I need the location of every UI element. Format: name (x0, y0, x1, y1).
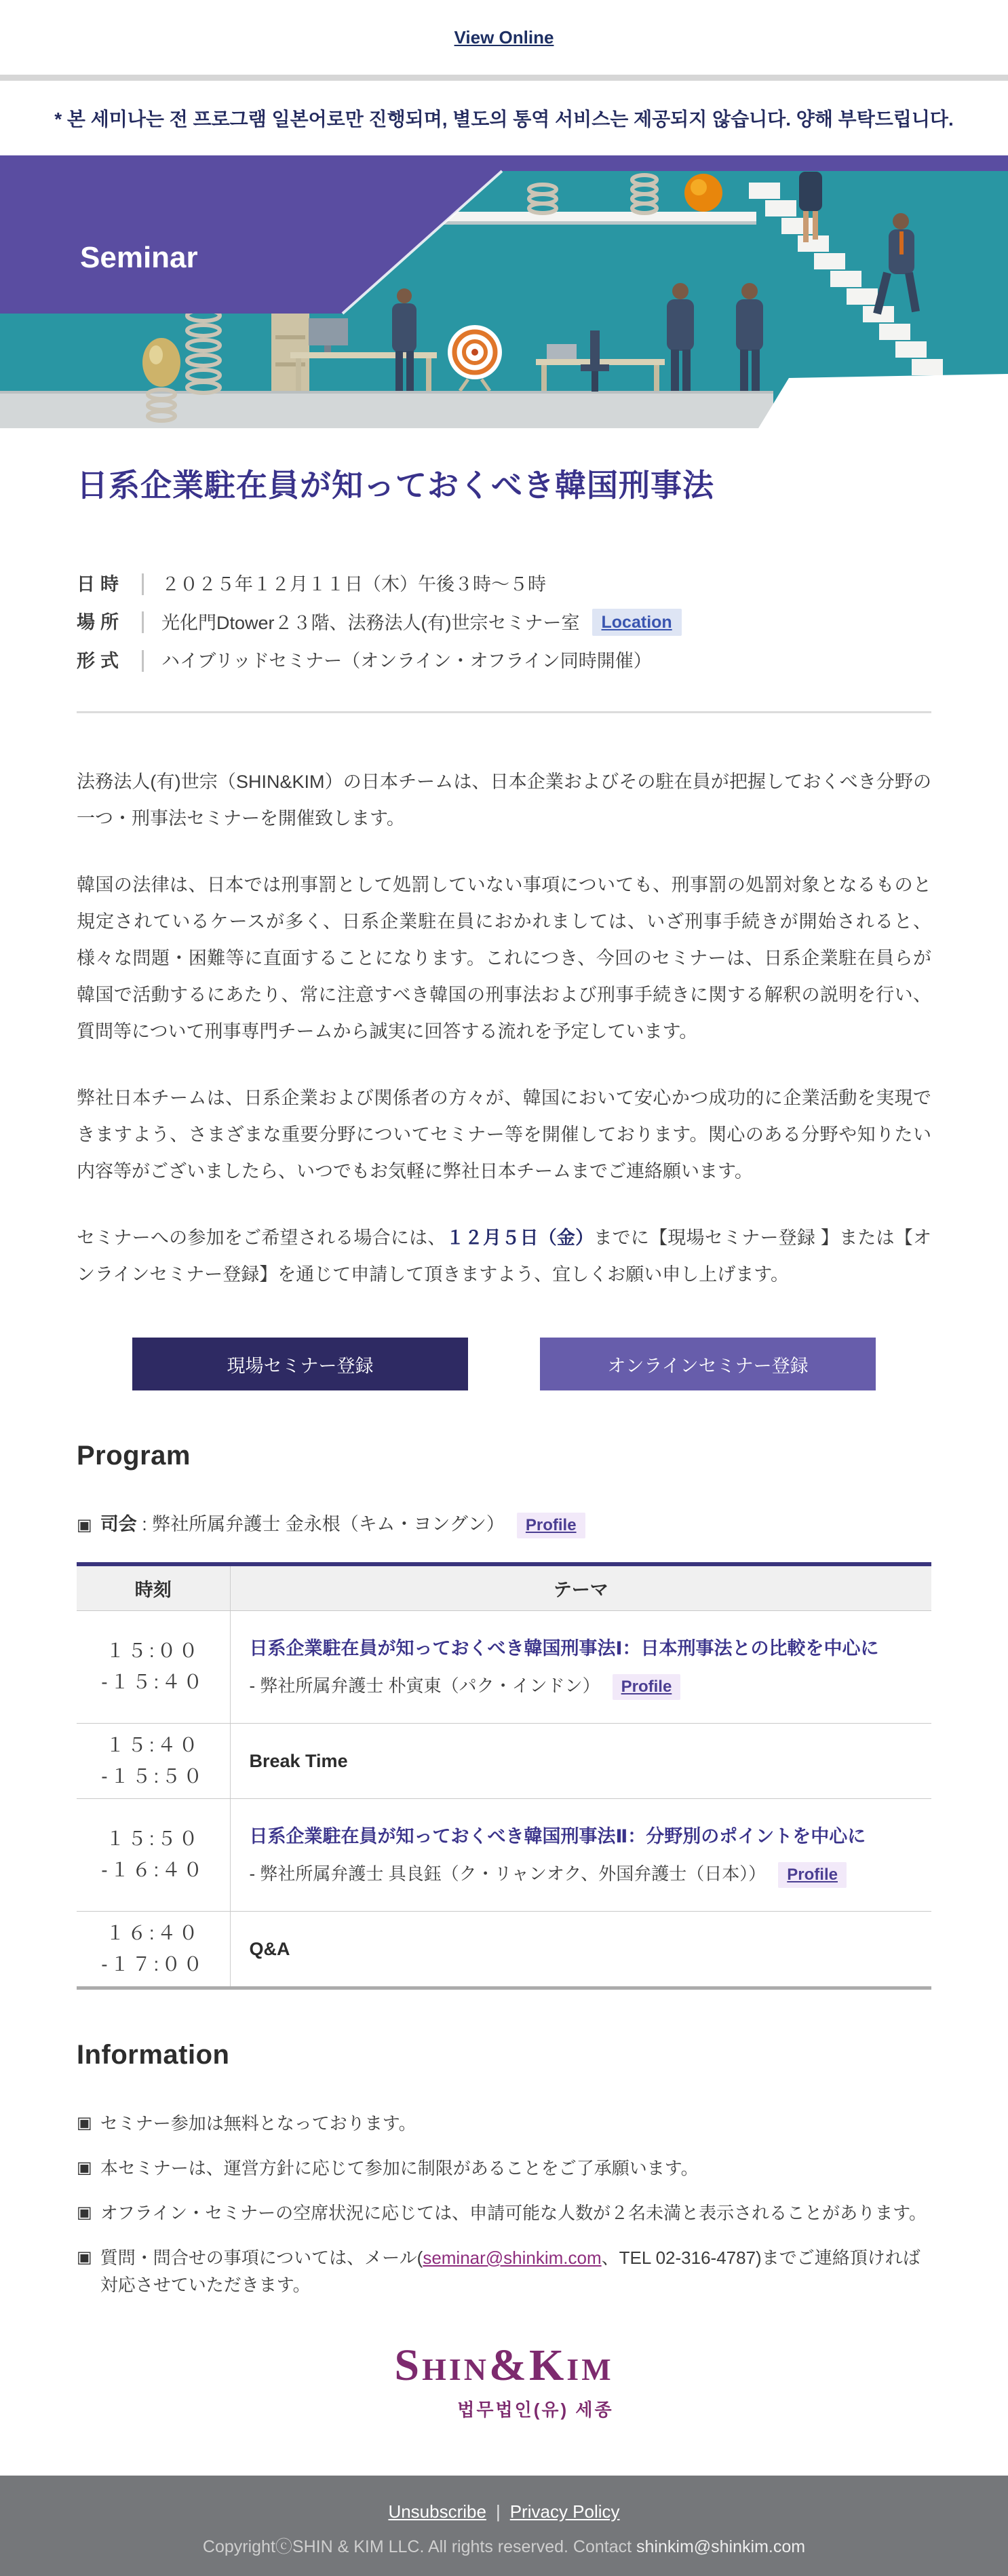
shinkim-logo: Shin&Kim (394, 2340, 614, 2390)
paragraph-4 (77, 1219, 931, 1293)
theme-cell (230, 1723, 931, 1798)
session-title: Break Time (249, 1750, 348, 1771)
floor (0, 391, 773, 428)
online-register-button[interactable]: オンラインセミナー登録 (540, 1338, 876, 1390)
theme-cell (230, 1610, 931, 1723)
contact-post: 、TEL 02-316-4787)までご連絡頂ければ対応させていただきます。 (100, 2247, 920, 2295)
footer-separator: | (495, 2501, 501, 2522)
table-header-row (77, 1564, 931, 1610)
list-item (77, 2244, 931, 2298)
gold-egg-spring (142, 338, 180, 421)
copyright-text (0, 2533, 1008, 2558)
paragraph-3: 弊社日本チームは、日系企業および関係者の方々が、韓国において安心かつ成功的に企業活動を実現できますよう、さまざまな重要分野についてセミナー等を開催しております。関心のある分野や知りたい内容等がございましたら、いつでもお気軽に弊社日本チームまでご連絡願います。 (77, 1088, 931, 1181)
program-table (77, 1562, 931, 1990)
list-item (77, 2110, 931, 2137)
top-divider (0, 75, 1008, 81)
deadline-date: １２月５日（金） (446, 1228, 594, 1248)
square-bullet-icon: ▣ (77, 1516, 92, 1534)
detail-value: ２０２５年１２月１１日（木）午後３時～５時 (161, 574, 546, 594)
banner-illustration (0, 155, 1008, 428)
privacy-policy-link[interactable]: Privacy Policy (509, 2501, 620, 2522)
paragraph-2: 韓国の法律は、日本では刑事罰として処罰していない事項についても、刑事罰の処罰対象となるものと規定されているケースが多く、日系企業駐在員におかれましては、いざ刑事手続きが開始されると、様々な問題・困難等に直面することになります。これにつき、今回のセミナーは、日系企業駐在員らが韓国で活動するにあたり、常に注意すべき韓国の刑事法および刑事手続きに関する解釈の説明を行い、質問等について刑事専門チームから誠実に回答する流れを予定しています。 (77, 875, 931, 1042)
seminar-details (77, 571, 931, 675)
square-bullet-icon: ▣ (77, 2248, 92, 2267)
intro-paragraphs (77, 763, 931, 1293)
session-title: 日系企業駐在員が知っておくべき韓国刑事法Ⅰ：日本刑事法との比較を中心に (249, 1637, 879, 1659)
preheader (0, 0, 1008, 75)
column-header-time: 時刻 (77, 1564, 230, 1610)
onsite-register-button[interactable]: 現場セミナー登録 (132, 1338, 468, 1390)
notice-section (0, 81, 1008, 155)
speaker-line (250, 1672, 925, 1700)
table-row (77, 1798, 931, 1911)
footer (0, 2476, 1008, 2576)
list-item (77, 2155, 931, 2182)
footer-links (0, 2501, 1008, 2522)
shinkim-logo-subtitle: 법무법인(유) 세종 (457, 2399, 614, 2420)
square-bullet-icon: ▣ (77, 2158, 92, 2177)
session-title: Q&A (249, 1938, 290, 1959)
info-text (100, 2244, 931, 2298)
time-cell: １６:４０ -１７:００ (77, 1911, 230, 1988)
theme-cell (230, 1798, 931, 1911)
detail-label: 形式 (77, 651, 124, 671)
moderator-line (77, 1509, 931, 1540)
info-text: オフライン・セミナーの空席状況に応じては、申請可能な人数が２名未満と表示されることがあります。 (100, 2202, 927, 2223)
section-divider (77, 711, 931, 713)
detail-row-location (77, 609, 931, 637)
time-cell: １５:００ -１５:４０ (77, 1610, 230, 1723)
detail-value: ハイブリッドセミナー（オンライン・オフライン同時開催） (161, 651, 652, 671)
page-title: 日系企業駐在員が知っておくべき韓国刑事法 (77, 468, 714, 503)
detail-value (161, 609, 682, 637)
unsubscribe-link[interactable]: Unsubscribe (388, 2501, 486, 2522)
contact-email-link[interactable]: shinkim@shinkim.com (636, 2537, 806, 2556)
list-item (77, 2199, 931, 2227)
paragraph-1: 法務法人(有)世宗（SHIN&KIM）の日本チームは、日本企業およびその駐在員が把握しておくべき分野の一つ・刑事法セミナーを開催致します。 (77, 772, 931, 829)
speaker-line (250, 1860, 925, 1888)
speaker-profile-badge[interactable]: Profile (613, 1674, 681, 1700)
seminar-email-link[interactable]: seminar@shinkim.com (423, 2247, 602, 2268)
time-cell: １５:４０ -１５:５０ (77, 1723, 230, 1798)
session-title: 日系企業駐在員が知っておくべき韓国刑事法Ⅱ：分野別のポイントを中心に (249, 1825, 866, 1846)
detail-row-format (77, 647, 931, 675)
detail-label: 日時 (77, 574, 124, 594)
detail-row-datetime (77, 571, 931, 598)
column-header-theme: テーマ (230, 1564, 931, 1610)
copyright-label: CopyrightⓒSHIN & KIM LLC. All rights reserved. Contact (202, 2537, 637, 2556)
banner-label: Seminar (80, 241, 198, 274)
theme-cell (230, 1911, 931, 1988)
location-badge[interactable]: Location (592, 609, 682, 636)
location-text: 光化門Dtower２３階、法務法人(有)世宗セミナー室 (161, 613, 580, 633)
white-wedge (758, 374, 1008, 428)
seminar-banner (0, 155, 1008, 428)
registration-buttons (77, 1338, 931, 1390)
info-text: 本セミナーは、運営方針に応じて参加に制限があることをご了承願います。 (100, 2157, 699, 2178)
square-bullet-icon: ▣ (77, 2113, 92, 2132)
speaker-profile-badge[interactable]: Profile (778, 1862, 847, 1888)
detail-label: 場所 (77, 612, 124, 632)
speaker-name: - 弊社所属弁護士 具良鈺（ク・リャンオク、外国弁護士（日本）） (249, 1863, 767, 1884)
program-heading: Program (77, 1441, 191, 1471)
table-row (77, 1911, 931, 1988)
label-separator (142, 573, 144, 595)
square-bullet-icon: ▣ (77, 2203, 92, 2222)
moderator-profile-badge[interactable]: Profile (517, 1513, 585, 1538)
content-area (0, 465, 1008, 2476)
info-text: セミナー参加は無料となっております。 (100, 2113, 416, 2134)
label-separator (142, 650, 144, 672)
p4-post: までに【現場セミナー登録 】または【オンラインセミナー登録】を通じて申請して頂きますよう、宜しくお願い申し上げます。 (77, 1228, 931, 1285)
p4-pre: セミナーへの参加をご希望される場合には、 (77, 1228, 446, 1248)
table-row (77, 1610, 931, 1723)
time-cell: １５:５０ -１６:４０ (77, 1798, 230, 1911)
moderator-name: : 弊社所属弁護士 金永根（キム・ヨングン） (136, 1514, 505, 1534)
speaker-name: - 弊社所属弁護士 朴寅東（パク・インドン） (249, 1675, 600, 1696)
view-online-link[interactable]: View Online (454, 26, 554, 48)
information-heading: Information (77, 2039, 230, 2070)
firm-logo-block (77, 2340, 931, 2476)
table-row (77, 1723, 931, 1798)
contact-pre: 質問・問合せの事項については、メール( (100, 2247, 423, 2268)
moderator-label: 司会 (100, 1514, 137, 1534)
language-notice: * 본 세미나는 전 프로그램 일본어로만 진행되며, 별도의 통역 서비스는 제공되지 않습니다. 양해 부탁드립니다. (54, 109, 954, 130)
information-list (77, 2110, 931, 2298)
label-separator (142, 611, 144, 633)
